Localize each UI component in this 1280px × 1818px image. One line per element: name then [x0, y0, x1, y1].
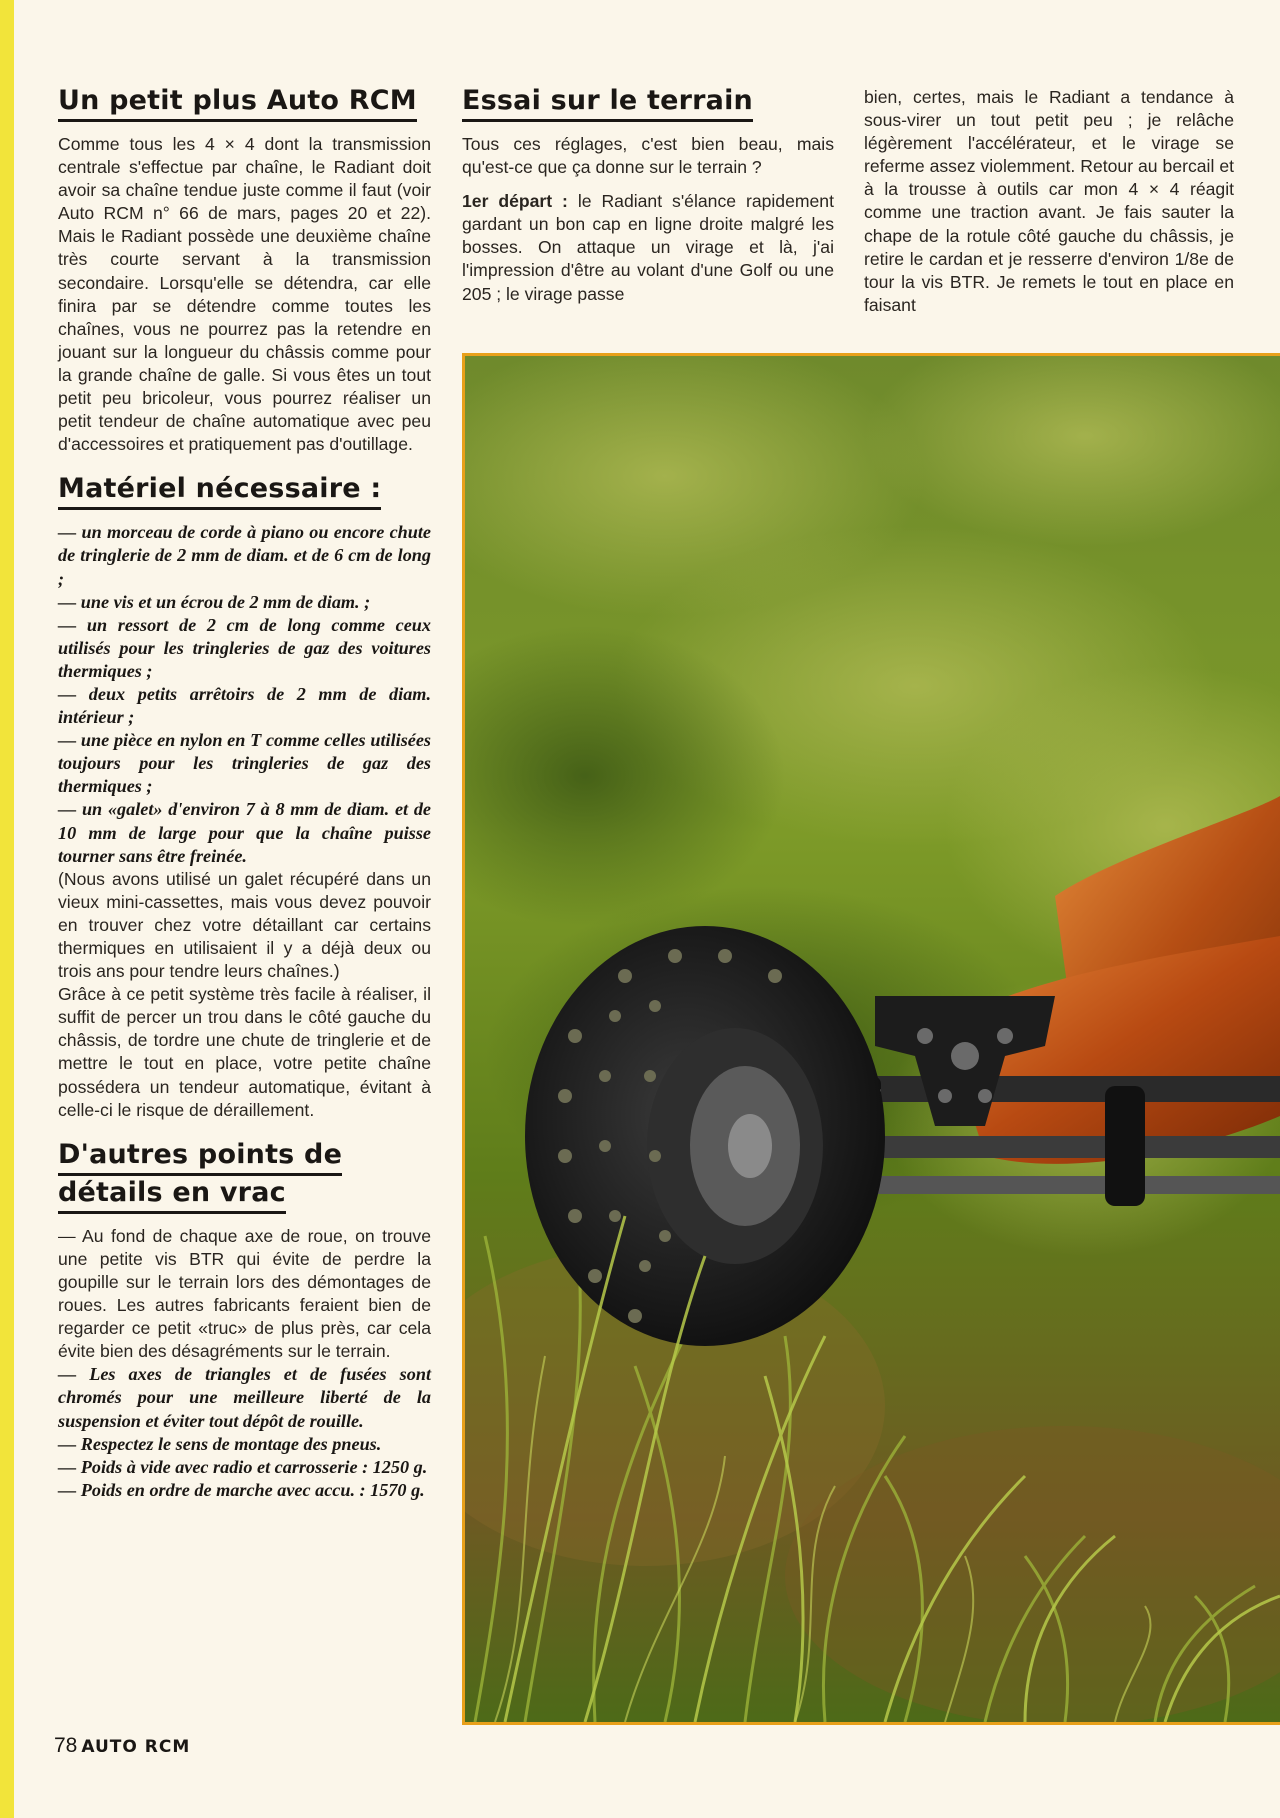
- list-item: — Respectez le sens de montage des pneus.: [58, 1433, 382, 1454]
- materials-list: [58, 521, 431, 867]
- page-number: 78: [54, 1734, 78, 1757]
- list-item: — Poids à vide avec radio et carrosserie : 1250 g.: [58, 1456, 428, 1477]
- heading-materiel: Matériel nécessaire :: [58, 472, 381, 510]
- yellow-page-edge: [0, 0, 14, 1818]
- left-column: [58, 84, 431, 1502]
- depart-paragraph: [462, 190, 834, 305]
- list-item: — Poids en ordre de marche avec accu. : 1570 g.: [58, 1479, 425, 1500]
- heading-un-petit-plus: Un petit plus Auto RCM: [58, 84, 417, 122]
- magazine-name: AUTO RCM: [81, 1737, 191, 1757]
- depart-lead: 1er départ :: [462, 191, 568, 212]
- intro-paragraph: Comme tous les 4 × 4 dont la transmission centrale s'effectue par chaîne, le Radiant doit avoir sa chaîne tendue juste comme il faut (voir Auto RCM n° 66 de mars, pages 20 et 22). Mais le Radiant possède une deuxième chaîne très courte servant à la transmission secondaire. Lorsqu'elle se détendra, car elle finira par se détendre comme toutes les chaînes, vous ne pourrez pas la retendre en jouant sur la longueur du châssis comme pour la grande chaîne de galle. Si vous êtes un tout petit peu bricoleur, vous pourrez réaliser un petit tendeur de chaîne automatique avec peu d'accessoires et pratiquement pas d'outillage.: [58, 134, 431, 455]
- list-item: — un ressort de 2 cm de long comme ceux utilisés pour les tringleries de gaz des voitures thermiques ;: [58, 614, 431, 681]
- rc-car-grass-photo: [462, 353, 1280, 1725]
- list-item: — un «galet» d'environ 7 à 8 mm de diam. et de 10 mm de large pour que la chaîne puisse tourner sans être freinée.: [58, 799, 431, 866]
- heading-autres-points-line1: D'autres points de: [58, 1138, 342, 1176]
- middle-column: [462, 84, 834, 306]
- details-paragraph: — Au fond de chaque axe de roue, on trouve une petite vis BTR qui évite de perdre la goupille sur le terrain lors des démontages de roues. Les autres fabricants feraient bien de regarder ce petit «truc» de plus près, car cela évite bien des désagréments sur le terrain.: [58, 1225, 431, 1362]
- details-list: [58, 1363, 431, 1502]
- list-item: — une vis et un écrou de 2 mm de diam. ;: [58, 591, 371, 612]
- galet-note: (Nous avons utilisé un galet récupéré dans un vieux mini-cassettes, mais vous devez pouvoir en trouver chez votre détaillant car certains thermiques en utilisaient il y a déjà deux ou trois ans pour tendre leurs chaînes.): [58, 868, 431, 982]
- list-item: — Les axes de triangles et de fusées sont chromés pour une meilleure liberté de la suspension et éviter tout dépôt de rouille.: [58, 1364, 431, 1431]
- system-paragraph: Grâce à ce petit système très facile à réaliser, il suffit de percer un trou dans le côté gauche du châssis, de tordre une chute de tringlerie et de mettre le tout en place, votre petite chaîne possédera un tendeur automatique, évitant à celle-ci le risque de déraillement.: [58, 984, 431, 1120]
- list-item: — deux petits arrêtoirs de 2 mm de diam. intérieur ;: [58, 683, 431, 728]
- right-column: [864, 86, 1234, 317]
- heading-autres-points-line2: détails en vrac: [58, 1176, 286, 1214]
- heading-essai-terrain: Essai sur le terrain: [462, 84, 753, 122]
- list-item: — un morceau de corde à piano ou encore chute de tringlerie de 2 mm de diam. et de 6 cm de long ;: [58, 522, 431, 589]
- essai-intro: Tous ces réglages, c'est bien beau, mais qu'est-ce que ça donne sur le terrain ?: [462, 134, 834, 178]
- page-footer: [54, 1734, 190, 1758]
- photo-illustration: [465, 356, 1280, 1722]
- list-item: — une pièce en nylon en T comme celles utilisées toujours pour les tringleries de gaz des thermiques ;: [58, 730, 431, 797]
- continued-paragraph: bien, certes, mais le Radiant a tendance à sous-virer un tout petit peu ; je relâche légèrement l'accélérateur, et le virage se referme assez violemment. Retour au bercail et à la trousse à outils car mon 4 × 4 réagit comme une traction avant. Je fais sauter la chape de la rotule côté gauche du châssis, je retire le cardan et je resserre d'environ 1/8e de tour la vis BTR. Je remets le tout en place en faisant: [864, 87, 1234, 315]
- depart-text: le Radiant s'élance rapidement gardant un bon cap en ligne droite malgré les bosses. On attaque un virage et là, j'ai l'impression d'être au volant d'une Golf ou une 205 ; le virage passe: [462, 191, 834, 304]
